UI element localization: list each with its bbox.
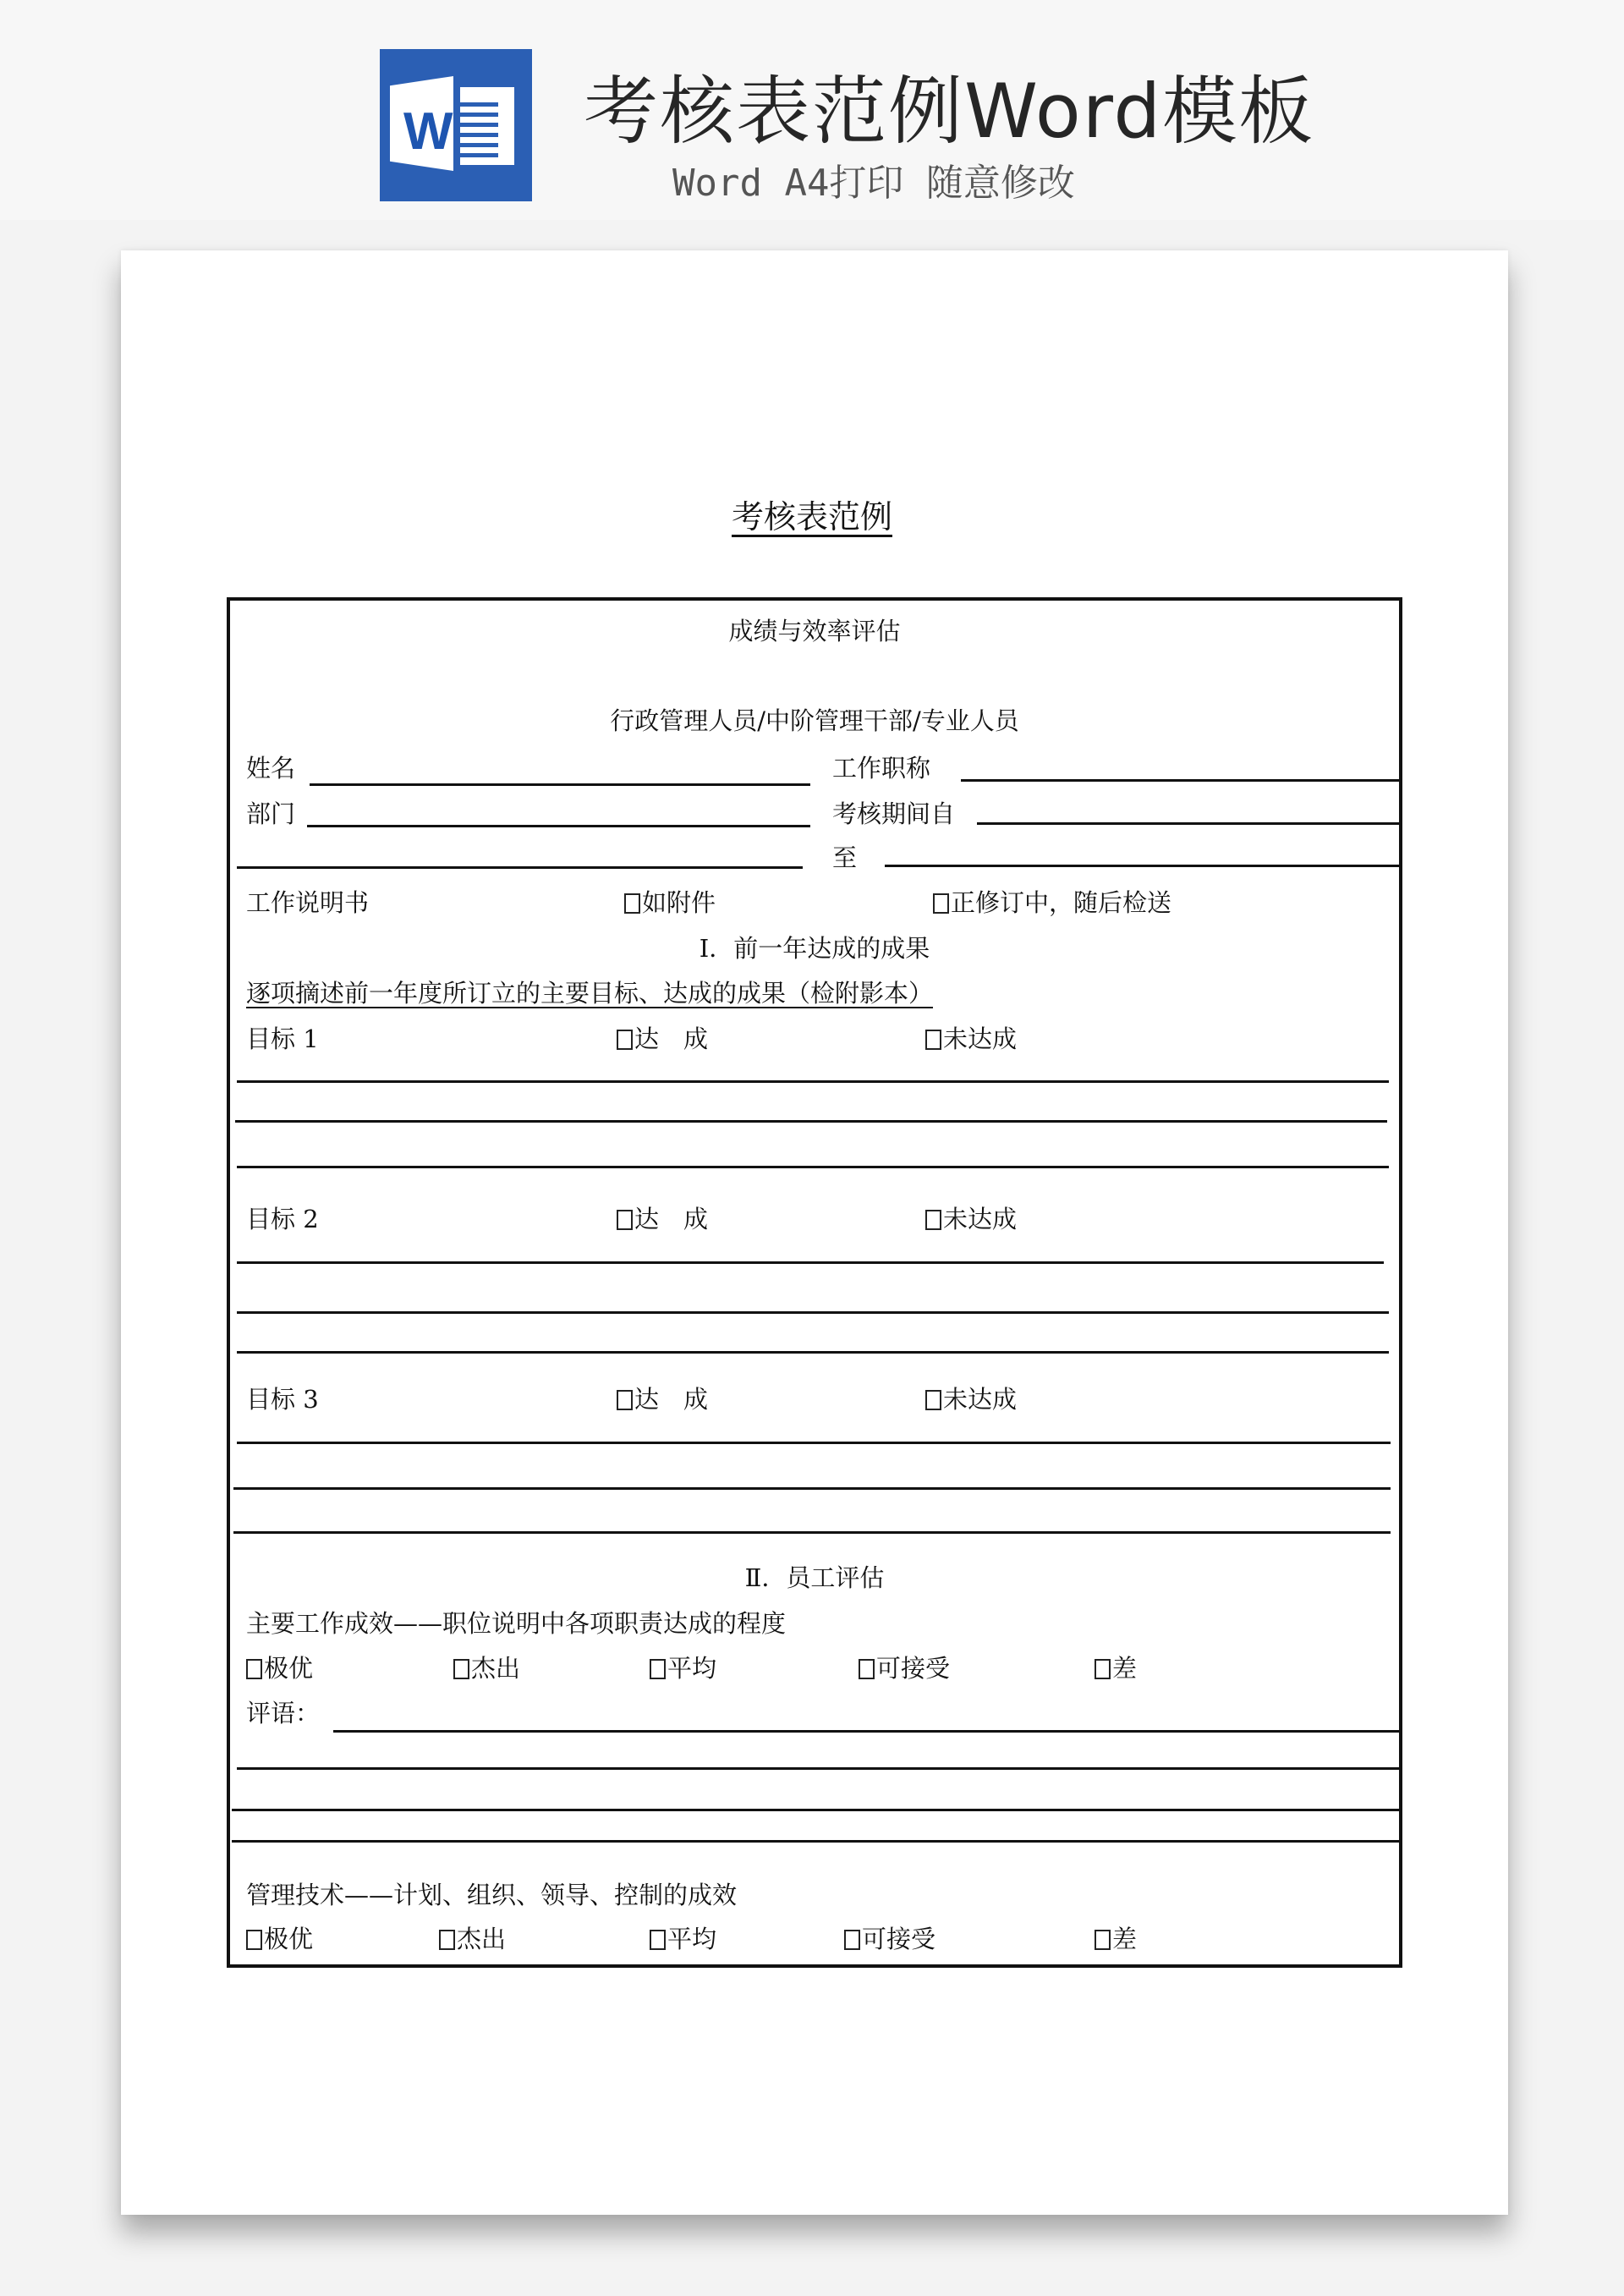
option-label: 差 [1112, 1654, 1138, 1683]
option-label: 如附件 [642, 888, 716, 917]
job-title-field[interactable] [961, 779, 1399, 782]
banner-title: 考核表范例Word模板 [584, 68, 1315, 155]
work-rating-poor[interactable] [1095, 1656, 1137, 1681]
comment-line-2[interactable] [237, 1767, 1399, 1770]
mgmt-rating-acceptable[interactable] [844, 1927, 935, 1952]
checkbox[interactable] [844, 1930, 860, 1950]
document-title [0, 491, 1624, 537]
goal-2-line-3[interactable] [237, 1351, 1389, 1354]
checkbox[interactable] [925, 1210, 941, 1230]
form-subheader: 行政管理人员/中阶管理干部/专业人员 [610, 706, 1019, 735]
document-title-text: 考核表范例 [731, 498, 892, 536]
option-label: 达 成 [634, 1024, 709, 1053]
checkbox[interactable] [617, 1210, 633, 1230]
period-from-label: 考核期间自 [832, 799, 956, 828]
department-field[interactable] [307, 825, 810, 827]
checkbox[interactable] [859, 1659, 875, 1679]
comment-line-1[interactable] [333, 1730, 1399, 1733]
goal-3-label: 目标 3 [246, 1385, 319, 1414]
mgmt-rating-excellent[interactable] [246, 1927, 313, 1952]
goal-1-label: 目标 1 [246, 1024, 319, 1053]
checkbox[interactable] [925, 1030, 941, 1050]
mgmt-rating-average[interactable] [650, 1927, 716, 1952]
goal-2-achieved-option[interactable] [617, 1207, 708, 1232]
goal-2-line-1[interactable] [237, 1261, 1384, 1264]
job-title-label: 工作职称 [832, 754, 931, 783]
checkbox[interactable] [453, 1659, 469, 1679]
checkbox[interactable] [246, 1930, 262, 1950]
department-extra-line[interactable] [237, 866, 803, 869]
goal-2-line-2[interactable] [237, 1311, 1389, 1314]
word-document-icon [380, 49, 532, 201]
goal-1-not-achieved-option[interactable] [925, 1024, 1018, 1053]
form-header: 成绩与效率评估 [728, 617, 901, 645]
word-logo-letter: W [403, 102, 452, 161]
goal-2-label: 目标 2 [246, 1205, 319, 1233]
checkbox[interactable] [624, 893, 640, 914]
option-label: 未达成 [943, 1024, 1018, 1053]
word-logo-lines [460, 87, 514, 165]
job-description-revising-option[interactable] [933, 888, 1172, 917]
comment-line-4[interactable] [232, 1840, 1399, 1843]
work-rating-average[interactable] [650, 1656, 716, 1681]
job-description-label: 工作说明书 [246, 888, 370, 917]
goal-2-not-achieved-option[interactable] [925, 1207, 1017, 1232]
comment-label: 评语： [246, 1699, 321, 1727]
option-label: 可接受 [862, 1925, 936, 1953]
option-label: 达 成 [634, 1385, 709, 1414]
goal-1-line-2[interactable] [235, 1120, 1387, 1123]
checkbox[interactable] [617, 1390, 633, 1410]
work-rating-excellent[interactable] [246, 1656, 313, 1681]
goal-3-line-1[interactable] [237, 1442, 1391, 1444]
checkbox[interactable] [1095, 1659, 1111, 1679]
work-performance-label: 主要工作成效——职位说明中各项职责达成的程度 [246, 1609, 787, 1638]
option-label: 可接受 [876, 1654, 951, 1683]
option-label: 未达成 [943, 1205, 1018, 1233]
name-field[interactable] [310, 783, 810, 786]
banner-subtitle: Word A4打印 随意修改 [672, 162, 1075, 205]
section1-instruction: 逐项摘述前一年度所订立的主要目标、达成的成果（检附影本） [246, 979, 934, 1008]
section2-heading: Ⅱ．员工评估 [744, 1563, 885, 1592]
mgmt-rating-poor[interactable] [1095, 1927, 1137, 1952]
period-to-label: 至 [832, 843, 858, 872]
section1-heading: Ⅰ．前一年达成的成果 [699, 934, 930, 963]
checkbox[interactable] [617, 1030, 633, 1050]
checkbox[interactable] [246, 1659, 262, 1679]
checkbox[interactable] [650, 1659, 666, 1679]
goal-1-achieved-option[interactable] [617, 1024, 709, 1053]
job-description-attached-option[interactable] [624, 888, 716, 917]
checkbox[interactable] [439, 1930, 455, 1950]
option-label: 杰出 [457, 1925, 507, 1953]
period-to-field[interactable] [885, 865, 1399, 867]
option-label: 平均 [667, 1925, 717, 1953]
goal-3-line-2[interactable] [233, 1487, 1391, 1490]
goal-3-line-3[interactable] [233, 1531, 1391, 1534]
option-label: 杰出 [471, 1654, 521, 1683]
option-label: 差 [1112, 1925, 1138, 1953]
option-label: 平均 [667, 1654, 717, 1683]
department-label: 部门 [246, 799, 296, 828]
work-rating-outstanding[interactable] [453, 1656, 520, 1681]
management-skills-label: 管理技术——计划、组织、领导、控制的成效 [246, 1881, 738, 1909]
checkbox[interactable] [1095, 1930, 1111, 1950]
checkbox[interactable] [925, 1390, 941, 1410]
mgmt-rating-outstanding[interactable] [439, 1927, 506, 1952]
goal-3-not-achieved-option[interactable] [925, 1387, 1017, 1412]
work-rating-acceptable[interactable] [859, 1656, 950, 1681]
evaluation-form [227, 597, 1402, 1968]
checkbox[interactable] [933, 893, 949, 914]
option-label: 达 成 [634, 1205, 709, 1233]
name-label: 姓名 [246, 754, 296, 783]
checkbox[interactable] [650, 1930, 666, 1950]
option-label: 未达成 [943, 1385, 1018, 1414]
goal-1-line-3[interactable] [237, 1166, 1389, 1168]
option-label: 正修订中，随后检送 [951, 888, 1172, 917]
comment-line-3[interactable] [232, 1809, 1399, 1811]
option-label: 极优 [264, 1925, 314, 1953]
period-from-field[interactable] [977, 822, 1399, 825]
option-label: 极优 [264, 1654, 314, 1683]
goal-3-achieved-option[interactable] [617, 1387, 708, 1412]
goal-1-line-1[interactable] [237, 1080, 1389, 1083]
